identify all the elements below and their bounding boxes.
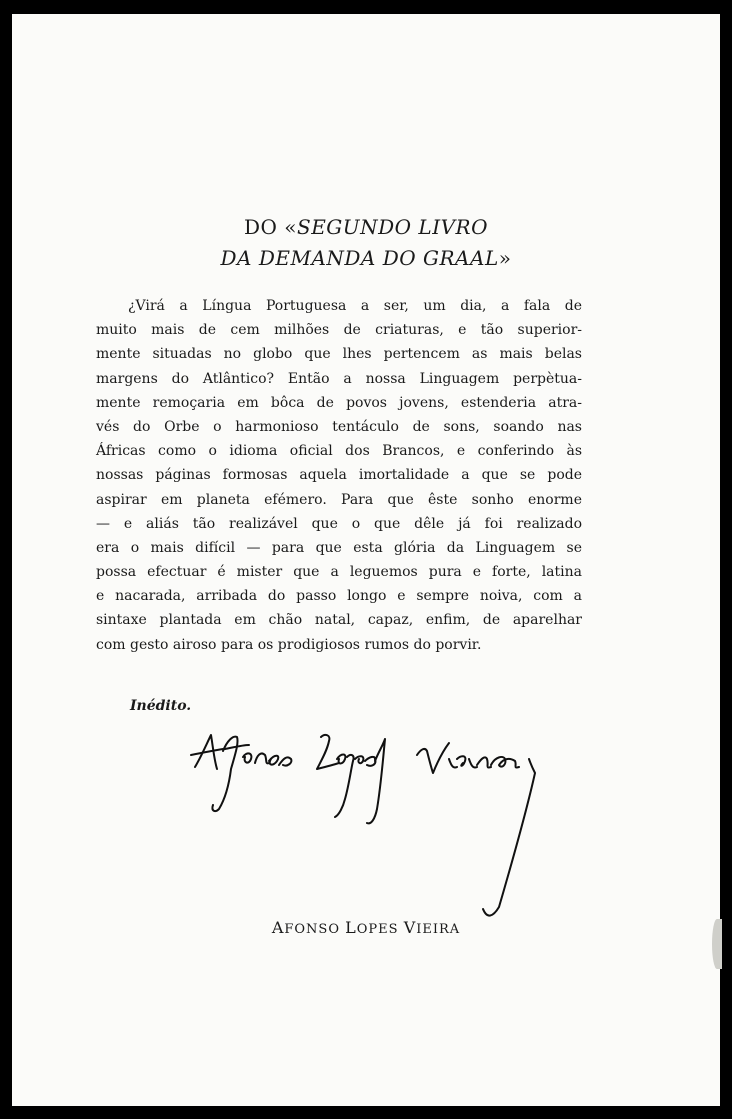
body-line: era o mais difícil — para que esta glória da Linguagem se <box>96 539 582 556</box>
body-line: vés do Orbe o harmonioso tentáculo de sons, soando nas <box>96 418 582 435</box>
body-line: margens do Atlântico? Então a nossa Linguagem perpètua- <box>96 370 582 387</box>
body-line: mente situadas no globo que lhes pertencem as mais belas <box>96 346 582 363</box>
body-line: e nacarada, arribada do passo longo e sempre noiva, com a <box>96 588 582 605</box>
author-initial: L <box>345 918 357 937</box>
title-prefix: DO « <box>243 215 297 239</box>
body-line: com gesto airoso para os prodigiosos rumos do porvir. <box>96 636 482 653</box>
author-initial: A <box>271 918 285 937</box>
author-smallcaps: IEIRA <box>416 922 461 937</box>
body-line: — e aliás tão realizável que o que dêle já foi realizado <box>96 515 582 532</box>
handwritten-signature <box>187 729 547 929</box>
body-line: ¿Virá a Língua Portuguesa a ser, um dia, a fala de <box>128 298 582 314</box>
author-name <box>12 918 720 937</box>
body-line: mente remoçaria em bôca de povos jovens, estenderia atra- <box>96 394 582 411</box>
body-line: possa efectuar é mister que a leguemos pura e forte, latina <box>96 564 582 581</box>
body-line: sintaxe plantada em chão natal, capaz, enfim, de aparelhar <box>96 612 582 629</box>
body-line: muito mais de cem milhões de criaturas, e tão superior- <box>96 322 582 339</box>
author-initial: V <box>403 918 417 937</box>
page-edge-mark <box>712 919 722 969</box>
title-italic-1: SEGUNDO LIVRO <box>297 215 489 239</box>
document-page <box>12 14 720 1106</box>
body-line: nossas páginas formosas aquela imortalidade a que se pode <box>96 467 582 484</box>
unpublished-note: Inédito. <box>130 698 192 714</box>
title-line-2 <box>12 246 720 270</box>
title-italic-2: DA DEMANDA DO GRAAL <box>220 246 499 270</box>
author-smallcaps: FONSO <box>284 922 346 937</box>
author-smallcaps: OPES <box>356 922 404 937</box>
body-paragraph <box>96 294 582 657</box>
title-line-1 <box>12 215 720 239</box>
body-line: aspirar em planeta efémero. Para que êste sonho enorme <box>96 491 582 508</box>
body-line: Áfricas como o idioma oficial dos Brancos, e conferindo às <box>96 443 582 460</box>
title-suffix: » <box>498 246 512 270</box>
